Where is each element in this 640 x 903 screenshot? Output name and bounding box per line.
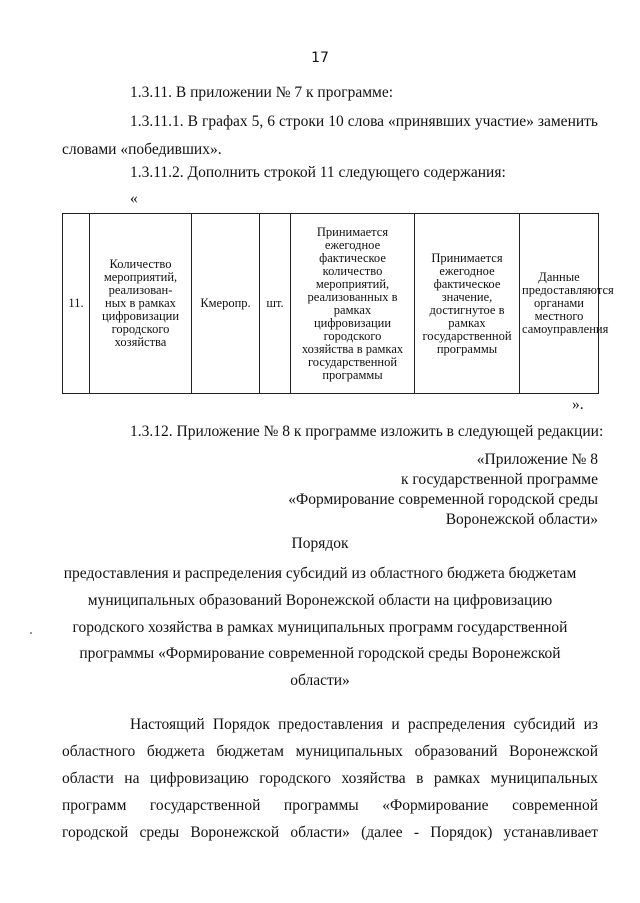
- symbol-cell: Кмеропр.: [192, 214, 260, 394]
- method-line: цифровизации: [313, 315, 392, 330]
- value-definition-cell: [415, 214, 520, 394]
- order-subtitle-line3: городского хозяйства в рамках муниципальных программ государственной: [72, 619, 568, 636]
- order-title: Порядок: [291, 535, 349, 552]
- body-line3: области на цифровизацию городского хозяйства в рамках муниципальных: [62, 770, 598, 787]
- source-line: местного: [534, 309, 584, 323]
- page-number: 17: [311, 50, 329, 66]
- value-line: программы: [436, 341, 498, 356]
- name-line: хозяйства: [114, 335, 167, 349]
- scan-speck: [30, 632, 32, 634]
- method-line: ежегодное: [324, 237, 381, 252]
- appendix-header-line3: «Формирование современной городской среды: [288, 491, 598, 508]
- body-line5: городской среды Воронежской области» (далее - Порядок) устанавливает: [62, 824, 598, 841]
- row-number-cell: 11.: [63, 214, 90, 394]
- order-subtitle-line4: программы «Формирование современной городской среды Воронежской: [79, 645, 561, 662]
- data-source-cell: [520, 214, 614, 394]
- method-line: городского: [323, 328, 382, 343]
- method-line: количество: [322, 263, 383, 278]
- source-line: Данные: [538, 270, 580, 284]
- method-line: государственной: [307, 354, 398, 369]
- value-line: Принимается: [431, 250, 503, 265]
- open-quote: «: [130, 190, 138, 207]
- clause-1-3-11-2: 1.3.11.2. Дополнить строкой 11 следующего содержания:: [130, 164, 506, 181]
- method-line: рамках: [333, 302, 372, 317]
- indicator-table: [62, 213, 614, 394]
- appendix-header-line4: Воронежской области»: [445, 511, 598, 528]
- name-line: городского: [111, 322, 170, 336]
- name-line: Количество: [109, 257, 172, 271]
- method-line: фактическое: [319, 250, 386, 265]
- source-line: органами: [533, 296, 584, 310]
- value-line: государственной: [422, 328, 512, 343]
- method-line: Принимается: [316, 224, 389, 239]
- source-line: предоставляются: [522, 283, 614, 297]
- name-line: реализован-: [108, 283, 173, 297]
- body-line2: областного бюджета бюджетам муниципальных образований Воронежской: [62, 743, 598, 760]
- order-subtitle-line1: предоставления и распределения субсидий из областного бюджета бюджетам: [63, 565, 577, 582]
- value-line: значение,: [441, 289, 493, 304]
- name-line: ных в рамках: [105, 296, 176, 310]
- name-line: мероприятий,: [103, 270, 178, 284]
- clause-1-3-11-1-line1: 1.3.11.1. В графах 5, 6 строки 10 слова «принявших участие» заменить: [130, 113, 598, 130]
- clause-1-3-11-1-line2: словами «победивших».: [62, 141, 222, 158]
- body-line1: Настоящий Порядок предоставления и распределения субсидий из: [130, 716, 598, 733]
- indicator-name-cell: [90, 214, 192, 394]
- method-line: реализованных в: [307, 289, 398, 304]
- appendix-header-line2: к государственной программе: [400, 471, 598, 488]
- body-line4: программ государственной программы «Формирование современной: [62, 797, 598, 814]
- close-quote: ».: [572, 396, 584, 413]
- calculation-method-cell: [291, 214, 415, 394]
- clause-1-3-12: 1.3.12. Приложение № 8 к программе изложить в следующей редакции:: [130, 423, 604, 440]
- unit-cell: шт.: [260, 214, 291, 394]
- clause-1-3-11: 1.3.11. В приложении № 7 к программе:: [130, 84, 394, 101]
- order-subtitle-line2: муниципальных образований Воронежской области на цифровизацию: [87, 592, 553, 609]
- name-line: цифровизации: [101, 309, 180, 323]
- order-subtitle-line5: области»: [290, 672, 350, 689]
- value-line: ежегодное: [439, 263, 495, 278]
- value-line: достигнутое в: [429, 302, 505, 317]
- table-row: [63, 214, 599, 394]
- value-line: фактическое: [433, 276, 501, 291]
- value-line: рамках: [448, 315, 486, 330]
- method-line: программы: [322, 367, 383, 382]
- method-line: мероприятий,: [315, 276, 390, 291]
- appendix-header-line1: «Приложение № 8: [476, 451, 598, 468]
- method-line: хозяйства в рамках: [301, 341, 404, 356]
- source-line: самоуправления: [522, 322, 609, 336]
